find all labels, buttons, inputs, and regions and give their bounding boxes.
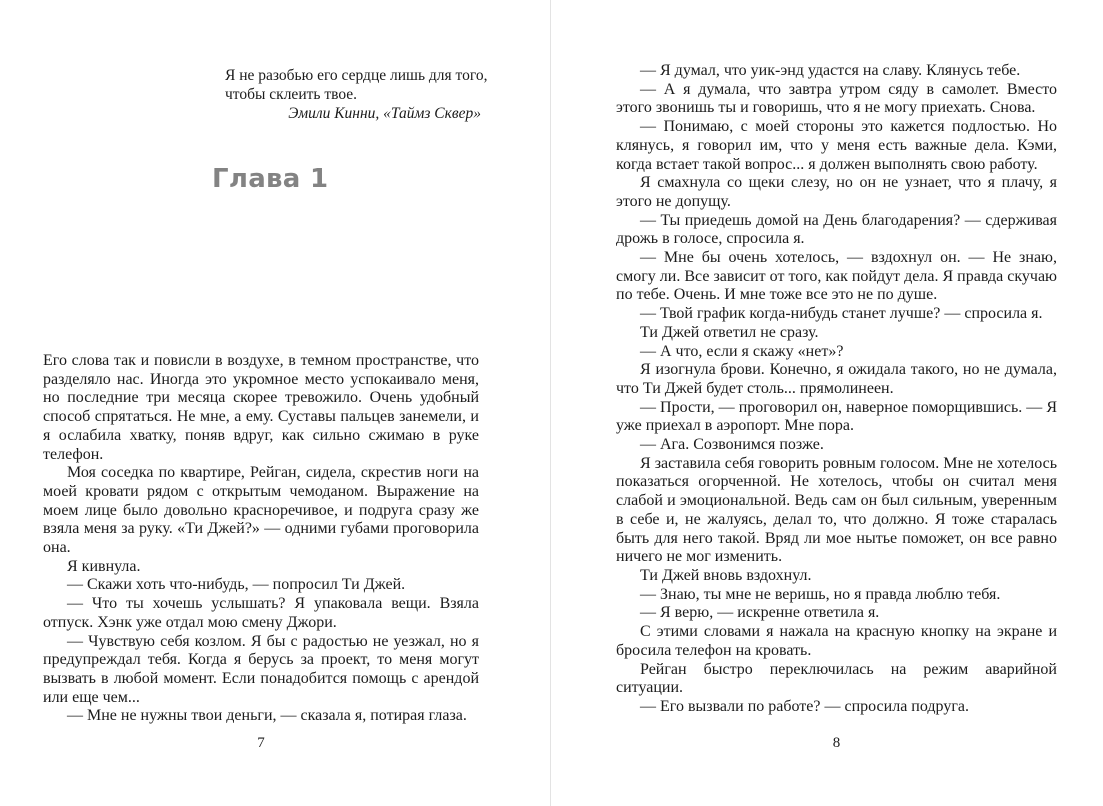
right-page-body xyxy=(616,62,1057,717)
epigraph-attribution: Эмили Кинни, «Таймз Сквер» xyxy=(288,105,481,122)
paragraph: — Мне бы очень хотелось, — вздохнул он. — Не знаю, смогу ли. Все зависит от того, как пойдут дела. Я правда скучаю по тебе. Очень. И мне тоже все это не по душе. xyxy=(616,249,1057,304)
paragraph: — Чувствую себя козлом. Я бы с радостью не уезжал, но я предупреждал тебя. Когда я берусь за проект, то меня могут вызвать в любой момент. Если понадобится помощь с арендой или еще чем... xyxy=(43,632,479,706)
left-page-body xyxy=(43,352,479,726)
page-divider xyxy=(550,0,551,806)
epigraph-line: Я не разобью его сердце лишь для того, xyxy=(225,67,488,84)
paragraph: — Ага. Созвонимся позже. xyxy=(640,436,824,454)
paragraph: — Мне не нужны твои деньги, — сказала я, потирая глаза. xyxy=(67,707,467,725)
paragraph: — Я думал, что уик-энд удастся на славу. Клянусь тебе. xyxy=(640,62,1021,79)
paragraph: — Скажи хоть что-нибудь, — попросил Ти Джей. xyxy=(67,576,406,594)
paragraph: Моя соседка по квартире, Рейган, сидела, скрестив ноги на моей кровати рядом с открытым чемоданом. Выражение на моем лице было довольно красноречивое, и подруга сразу же взяла меня за руку. «Ти Джей?» — одними губами проговорила она. xyxy=(43,464,479,557)
paragraph: С этими словами я нажала на красную кнопку на экране и бросила телефон на кровать. xyxy=(616,623,1057,659)
paragraph: Я кивнула. xyxy=(67,557,141,575)
paragraph: — Его вызвали по работе? — спросила подруга. xyxy=(640,697,969,715)
paragraph: — Что ты хочешь услышать? Я упаковала вещи. Взяла отпуск. Хэнк уже отдал мою смену Джори. xyxy=(43,595,479,631)
epigraph xyxy=(225,66,488,123)
paragraph: Ти Джей ответил не сразу. xyxy=(640,323,819,341)
paragraph: Рейган быстро переключилась на режим аварийной ситуации. xyxy=(616,660,1057,697)
page-number-left: 7 xyxy=(257,735,265,751)
paragraph: Я заставила себя говорить ровным голосом. Мне не хотелось показаться огорченной. Не хотелось, чтобы он считал меня слабой и эмоциональной. Ведь сам он был сильным, уверенным в себе и, не жалуясь, делал то, что должно. Я тоже старалась быть для него такой. Вряд ли мое нытье поможет, он все равно ничего не мог изменить. xyxy=(616,454,1057,566)
paragraph: — Прости, — проговорил он, наверное поморщившись. — Я уже приехал в аэропорт. Мне пора. xyxy=(616,398,1057,435)
paragraph: — Ты приедешь домой на День благодарения? — сдерживая дрожь в голосе, спросила я. xyxy=(616,211,1057,248)
paragraph: — А я думала, что завтра утром сяду в самолет. Вместо этого звонишь ты и говоришь, что я не могу приехать. Снова. xyxy=(616,80,1057,117)
page-number-right: 8 xyxy=(832,735,841,751)
page-left xyxy=(43,0,488,806)
chapter-title: Глава 1 xyxy=(212,164,329,194)
paragraph: — Знаю, ты мне не веришь, но я правда люблю тебя. xyxy=(640,585,1001,603)
paragraph: Ти Джей вновь вздохнул. xyxy=(640,566,812,584)
paragraph: — А что, если я скажу «нет»? xyxy=(640,342,844,360)
paragraph: — Понимаю, с моей стороны это кажется подлостью. Но клянусь, я говорил им, что у меня есть важные дела. Кэми, когда встает такой вопрос... я должен выполнять свою работу. xyxy=(616,118,1057,173)
paragraph: — Твой график когда-нибудь станет лучше? — спросила я. xyxy=(640,305,1043,323)
paragraph: Я изогнула брови. Конечно, я ожидала такого, но не думала, что Ти Джей будет столь... прямолинеен. xyxy=(616,361,1057,397)
epigraph-lines xyxy=(225,66,488,104)
paragraph: — Я верю, — искренне ответила я. xyxy=(640,604,880,622)
page-right xyxy=(616,0,1057,806)
paragraph: Я смахнула со щеки слезу, но он не узнает, что я плачу, я этого не допущу. xyxy=(616,174,1057,210)
paragraph: Его слова так и повисли в воздухе, в темном пространстве, что разделяло нас. Иногда это укромное место успокаивало меня, но последние три месяца скорее тревожило. Очень удобный способ спрятаться. Не мне, а ему. Суставы пальцев занемели, и я ослабила хватку, поняв вдруг, как сильно сжимаю в руке телефон. xyxy=(43,352,479,463)
epigraph-line: чтобы склеить твое. xyxy=(225,86,358,103)
